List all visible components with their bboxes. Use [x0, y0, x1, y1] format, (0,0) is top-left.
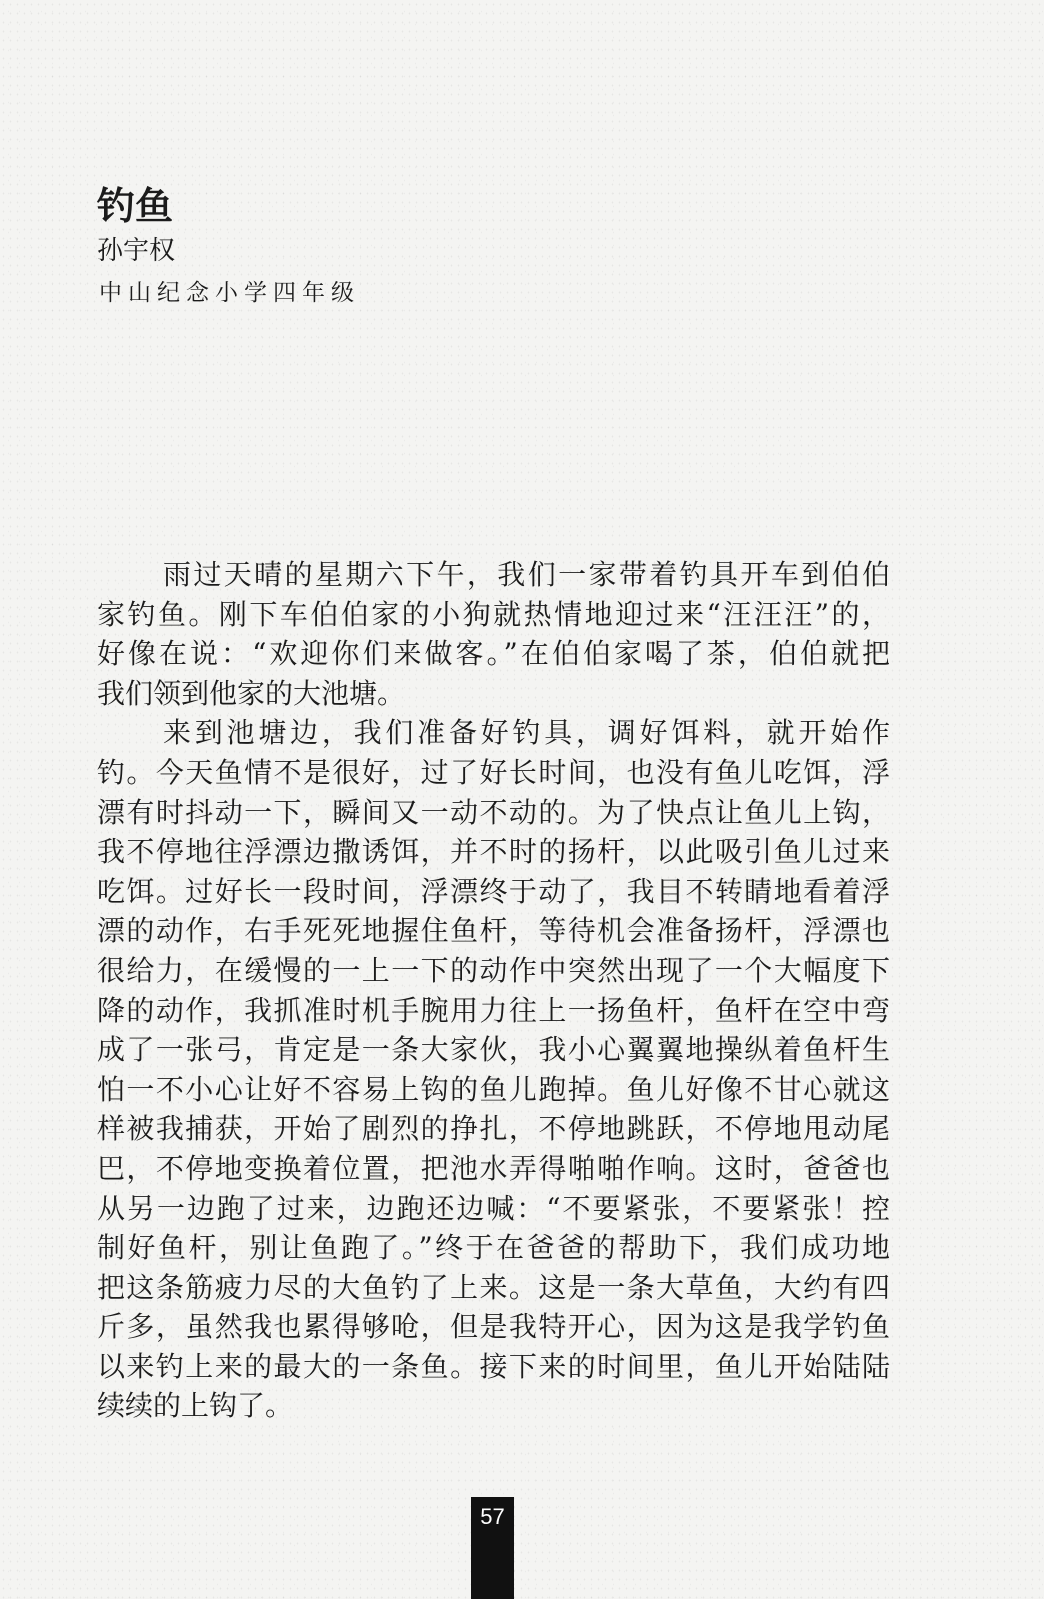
body-line: 以来钓上来的最大的一条鱼。接下来的时间里，鱼儿开始陆陆	[97, 1349, 890, 1383]
paragraph	[97, 713, 890, 1426]
body-line: 制好鱼杆，别让鱼跑了。”终于在爸爸的帮助下，我们成功地	[97, 1231, 890, 1265]
article-body	[97, 555, 890, 1426]
paragraph	[97, 555, 890, 713]
author-name: 孙宇权	[97, 236, 176, 266]
body-line: 吃饵。过好长一段时间，浮漂终于动了，我目不转睛地看着浮	[97, 874, 890, 908]
body-line: 样被我捕获，开始了剧烈的挣扎，不停地跳跃，不停地甩动尾	[97, 1112, 890, 1146]
body-line: 我们领到他家的大池塘。	[97, 676, 406, 710]
body-line: 我不停地往浮漂边撒诱饵，并不时的扬杆，以此吸引鱼儿过来	[97, 835, 890, 869]
body-line: 斤多，虽然我也累得够呛，但是我特开心，因为这是我学钓鱼	[97, 1310, 890, 1344]
body-line: 漂的动作，右手死死地握住鱼杆，等待机会准备扬杆，浮漂也	[97, 914, 890, 948]
body-line: 续续的上钩了。	[97, 1389, 294, 1423]
body-line: 漂有时抖动一下，瞬间又一动不动的。为了快点让鱼儿上钩，	[97, 795, 890, 829]
body-line: 怕一不小心让好不容易上钩的鱼儿跑掉。鱼儿好像不甘心就这	[97, 1072, 890, 1106]
body-line: 钓。今天鱼情不是很好，过了好长时间，也没有鱼儿吃饵，浮	[97, 755, 890, 789]
body-line: 把这条筋疲力尽的大鱼钓了上来。这是一条大草鱼，大约有四	[97, 1270, 890, 1304]
body-line: 成了一张弓，肯定是一条大家伙，我小心翼翼地操纵着鱼杆生	[97, 1033, 890, 1067]
body-line: 好像在说：“欢迎你们来做客。”在伯伯家喝了茶，伯伯就把	[97, 637, 890, 671]
school-name: 中山纪念小学四年级	[99, 280, 360, 306]
body-line: 从另一边跑了过来，边跑还边喊：“不要紧张，不要紧张！控	[97, 1191, 890, 1225]
page-title: 钓鱼	[97, 184, 174, 228]
page-number: 57	[480, 1504, 505, 1529]
body-line: 家钓鱼。刚下车伯伯家的小狗就热情地迎过来“汪汪汪”的，	[97, 597, 890, 631]
body-line: 降的动作，我抓准时机手腕用力往上一扬鱼杆，鱼杆在空中弯	[97, 993, 890, 1027]
body-line: 雨过天晴的星期六下午，我们一家带着钓具开车到伯伯	[163, 558, 890, 591]
body-line: 很给力，在缓慢的一上一下的动作中突然出现了一个大幅度下	[97, 953, 890, 987]
page-number-badge	[471, 1497, 514, 1599]
body-line: 巴，不停地变换着位置，把池水弄得啪啪作响。这时，爸爸也	[97, 1151, 890, 1185]
body-line: 来到池塘边，我们准备好钓具，调好饵料，就开始作	[163, 716, 890, 750]
